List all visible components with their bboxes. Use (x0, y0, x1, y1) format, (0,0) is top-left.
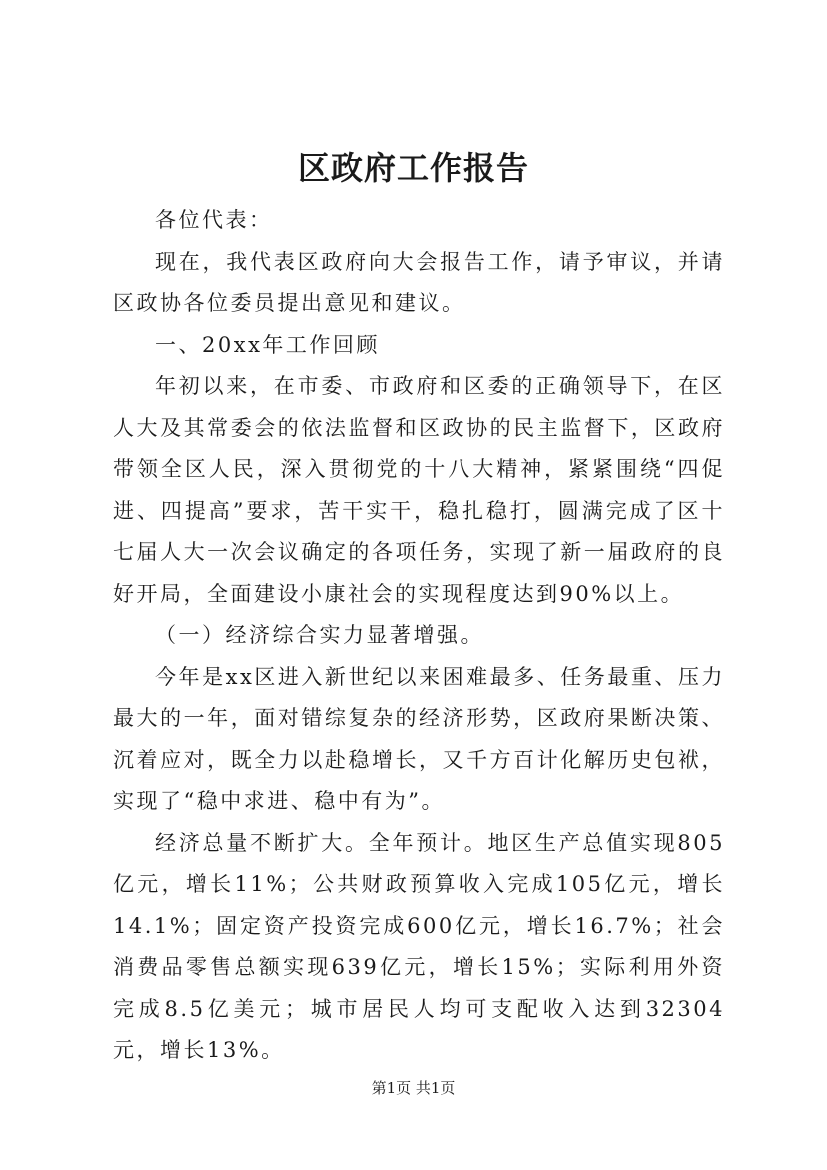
economy-figures-paragraph: 经济总量不断扩大。全年预计。地区生产总值实现805亿元，增长11%；公共财政预算收入完成105亿元，增长14.1%；固定资产投资完成600亿元，增长16.7%；社会消费品零售总额实现639亿元，增长15%；实际利用外资完成8.5亿美元；城市居民人均可支配收入达到32304元，增长13%。 (113, 830, 725, 1062)
document-title: 区政府工作报告 (297, 149, 529, 187)
salutation-paragraph: 各位代表： (155, 208, 273, 232)
page-number-footer: 第1页 共1页 (371, 1079, 456, 1097)
overview-paragraph: 年初以来，在市委、市政府和区委的正确领导下，在区人大及其常委会的依法监督和区政协的民主监督下，区政府带领全区人民，深入贯彻党的十八大精神，紧紧围绕“四促进、四提高”要求，苦干实干，稳扎稳打，圆满完成了区十七届人大一次会议确定的各项任务，实现了新一届政府的良好开局，全面建设小康社会的实现程度达到90%以上。 (113, 374, 725, 606)
document-body (113, 170, 725, 1072)
economy-context-paragraph: 今年是xx区进入新世纪以来困难最多、任务最重、压力最大的一年，面对错综复杂的经济形势，区政府果断决策、沉着应对，既全力以赴稳增长，又千方百计化解历史包袱，实现了“稳中求进、稳中有为”。 (113, 664, 725, 813)
section-heading-review: 一、20xx年工作回顾 (155, 332, 380, 357)
subsection-heading-economy: （一）经济综合实力显著增强。 (155, 623, 484, 647)
intro-paragraph: 现在，我代表区政府向大会报告工作，请予审议，并请区政协各位委员提出意见和建议。 (113, 249, 725, 315)
